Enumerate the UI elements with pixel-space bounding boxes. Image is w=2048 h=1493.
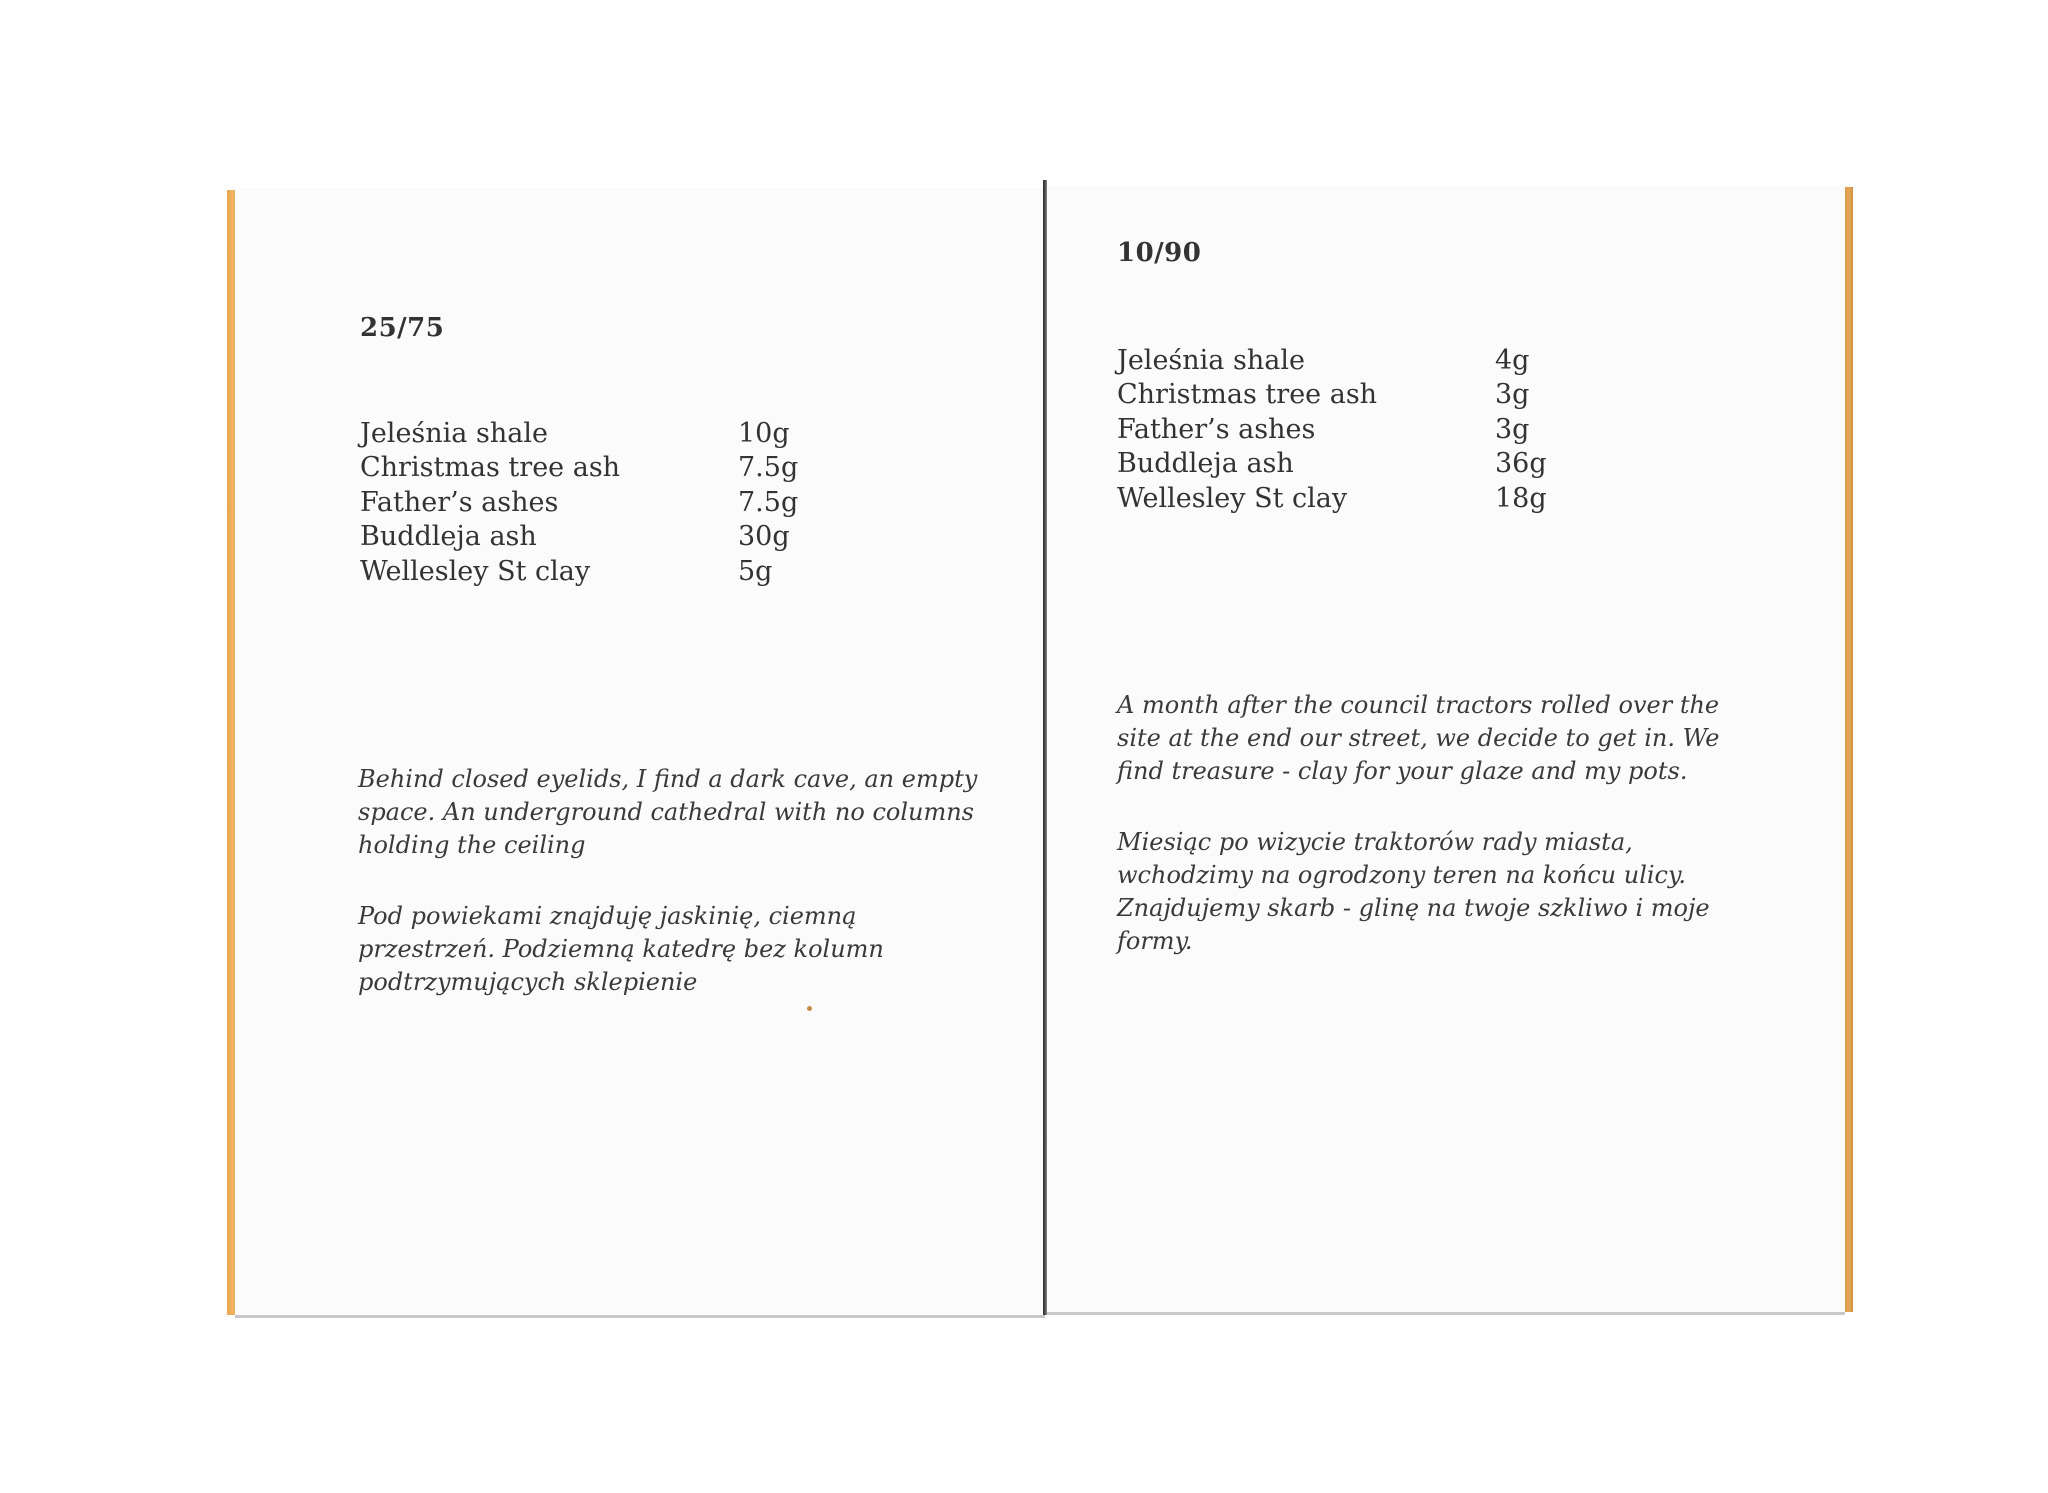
left-recipe-title: 25/75	[360, 313, 445, 343]
left-ingredients-list	[360, 416, 798, 589]
ingredient-row	[360, 520, 798, 555]
ingredient-name: Buddleja ash	[1117, 448, 1294, 480]
ingredient-row	[360, 416, 798, 451]
book-spine	[1043, 180, 1047, 1315]
left-text-polish: Pod powiekami znajduję jaskinię, ciemną przestrzeń. Podziemną katedrę bez kolumn podtrzymujących sklepienie	[358, 902, 884, 996]
ingredient-quantity: 3g	[1495, 379, 1530, 411]
ingredient-name: Wellesley St clay	[1117, 482, 1348, 514]
ingredient-quantity: 3g	[1495, 413, 1530, 445]
ingredient-name: Father’s ashes	[360, 486, 559, 518]
ingredient-name: Father’s ashes	[1117, 413, 1316, 445]
right-page-edge	[1844, 187, 1853, 1312]
ingredient-row	[1117, 343, 1547, 378]
ingredient-quantity: 7.5g	[738, 452, 799, 484]
right-text-polish: Miesiąc po wizycie traktorów rady miasta, wchodzimy na ogrodzony teren na końcu ulicy. Znajdujemy skarb - glinę na twoje szkliwo i moje formy.	[1117, 828, 1710, 955]
ingredient-row	[360, 554, 798, 589]
right-recipe-title: 10/90	[1117, 238, 1202, 268]
ingredient-row	[1117, 447, 1547, 482]
left-text-english: Behind closed eyelids, I find a dark cave, an empty space. An underground cathedral with no columns holding the ceiling	[358, 765, 978, 859]
paper-speck	[807, 1006, 812, 1011]
ingredient-row	[360, 451, 798, 486]
ingredient-row	[360, 485, 798, 520]
ingredient-name: Wellesley St clay	[360, 555, 591, 587]
right-ingredients-list	[1117, 343, 1547, 516]
ingredient-quantity: 7.5g	[738, 486, 799, 518]
ingredient-row	[1117, 378, 1547, 413]
ingredient-quantity: 18g	[1495, 482, 1547, 514]
ingredient-name: Jeleśnia shale	[1117, 344, 1305, 376]
ingredient-row	[1117, 481, 1547, 516]
ingredient-quantity: 5g	[738, 555, 773, 587]
ingredient-quantity: 4g	[1495, 344, 1530, 376]
ingredient-name: Christmas tree ash	[1117, 379, 1378, 411]
ingredient-quantity: 30g	[738, 521, 790, 553]
ingredient-quantity: 36g	[1495, 448, 1547, 480]
left-page	[235, 188, 1045, 1318]
ingredient-name: Christmas tree ash	[360, 452, 621, 484]
ingredient-name: Jeleśnia shale	[360, 417, 548, 449]
right-text-english: A month after the council tractors rolled over the site at the end our street, we decide to get in. We find treasure - clay for your glaze and my pots.	[1117, 691, 1720, 785]
ingredient-quantity: 10g	[738, 417, 790, 449]
ingredient-name: Buddleja ash	[360, 521, 537, 553]
ingredient-row	[1117, 412, 1547, 447]
